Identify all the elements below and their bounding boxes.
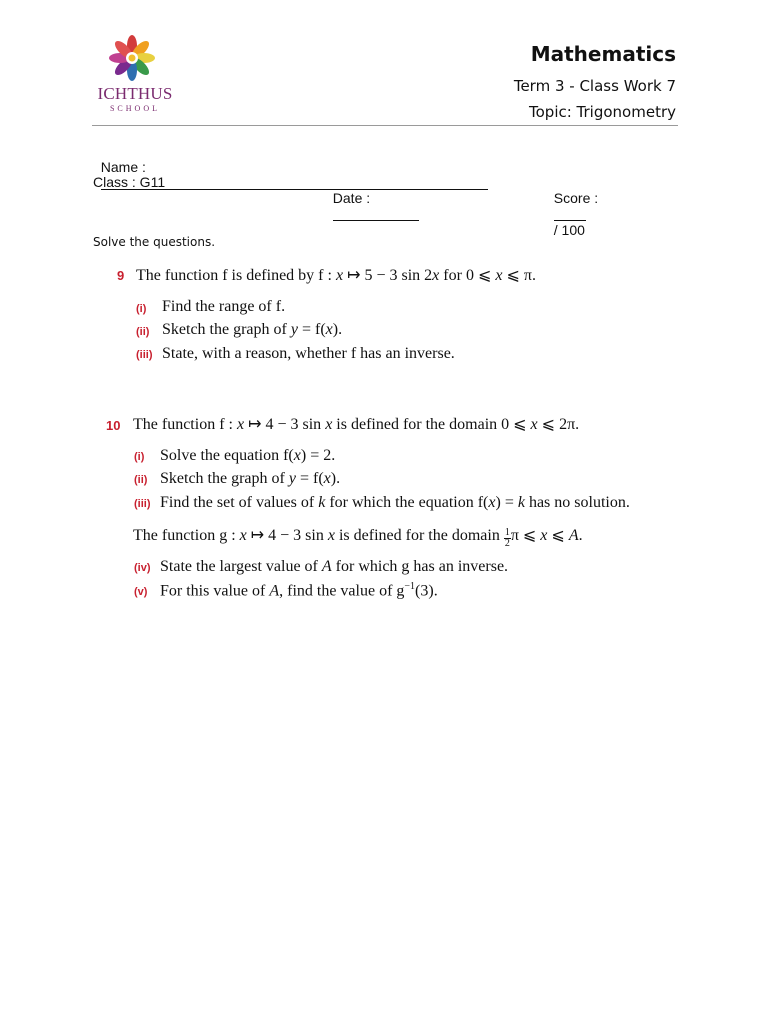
part-label: (iv)	[134, 562, 151, 574]
date-label: Date :	[332, 190, 371, 206]
part-text: Find the range of f.	[162, 298, 286, 315]
part-text: Sketch the graph of y = f(x).	[160, 470, 341, 487]
part-text: For this value of A, find the value of $g^{-1}(3)$.	[160, 581, 438, 600]
subject-title: Mathematics	[530, 42, 676, 66]
header-divider	[92, 125, 678, 126]
part-label: (v)	[134, 586, 148, 598]
question-middle-text: The function g : x ↦ 4 − 3 sin x is defined for the domain $\frac{1}{2}$ π ⩽ x ⩽ A.	[133, 527, 583, 549]
school-name: ICHTHUS	[97, 84, 173, 103]
part-text: Solve the equation f(x) = 2.	[160, 447, 336, 464]
school-subtitle: SCHOOL	[109, 104, 160, 113]
date-field	[325, 174, 419, 222]
question-number: 10	[106, 418, 121, 433]
part-text: State the largest value of A for which g has an inverse.	[160, 558, 509, 575]
part-text: State, with a reason, whether f has an inverse.	[162, 345, 455, 362]
school-logo	[92, 34, 178, 118]
score-field	[546, 174, 598, 238]
question-stem: The function f is defined by f : x ↦ 5 − 3 sin 2x for 0 ⩽ x ⩽ π.	[136, 267, 536, 284]
score-label: Score :	[553, 190, 599, 206]
score-blank[interactable]	[554, 206, 586, 221]
part-label: (i)	[134, 451, 145, 463]
class-label: Class : G11	[93, 174, 166, 190]
flower-logo-icon	[107, 34, 157, 84]
name-label: Name :	[100, 159, 146, 175]
score-total: / 100	[553, 222, 585, 238]
part-label: (ii)	[136, 326, 150, 338]
date-blank[interactable]	[333, 206, 419, 221]
part-text: Sketch the graph of y = f(x).	[162, 321, 343, 338]
part-label: (iii)	[136, 349, 153, 361]
question-stem: The function f : x ↦ 4 − 3 sin x is defined for the domain 0 ⩽ x ⩽ 2π.	[133, 416, 580, 433]
part-label: (ii)	[134, 474, 148, 486]
part-label: (iii)	[134, 498, 151, 510]
instructions: Solve the questions.	[93, 235, 216, 249]
part-label: (i)	[136, 303, 147, 315]
question-number: 9	[117, 268, 125, 283]
part-text: Find the set of values of k for which the equation f(x) = k has no solution.	[160, 494, 630, 511]
topic-label: Topic: Trigonometry	[529, 103, 676, 121]
term-label: Term 3 - Class Work 7	[513, 77, 676, 95]
